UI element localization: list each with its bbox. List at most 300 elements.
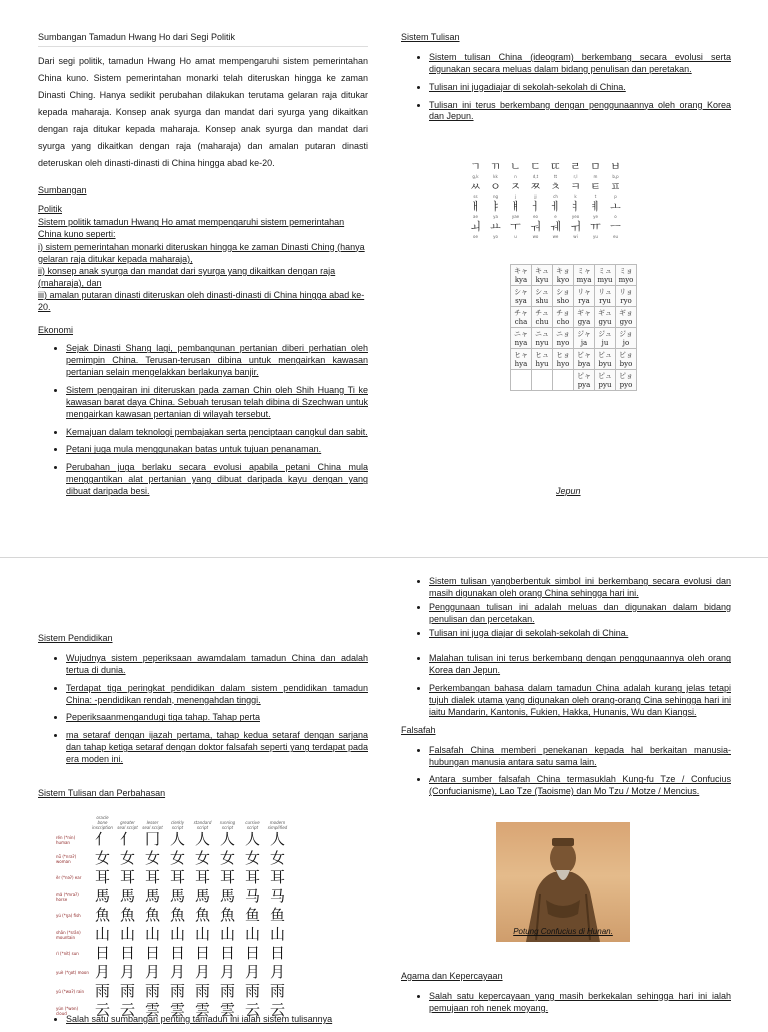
evo-glyph: 月 <box>269 963 285 981</box>
kana-cell <box>616 349 637 370</box>
kana-cell <box>553 265 574 286</box>
list-item: • Sistem pengairan ini diteruskan pada zaman Chin oleh Shih Huang Ti ke kawasan barat daya China. Sebuah terusan telah dibina di Szechwan untuk mengairkan kawasan pertanian di wilayah tersebut. <box>66 385 368 421</box>
evo-glyph: 耳 <box>269 868 285 886</box>
politik-heading: Politik <box>38 204 63 215</box>
hangul-letter: ㅍ <box>610 180 621 193</box>
evo-glyph: 月 <box>94 963 110 981</box>
kana-romaji: pya <box>577 380 591 389</box>
kana-romaji: ryo <box>620 296 632 305</box>
list-item: • Petani juga mula menggunakan batas untuk tujuan penanaman. <box>66 444 368 456</box>
politik-line: i) sistem pemerintahan monarki diteruskan hingga ke zaman Dinasti Ching (hanya gelaran raja ditukar kepada maharaja), <box>38 241 365 264</box>
kana-glyph: ミュ <box>598 266 612 275</box>
evo-script-header: clerkly script <box>170 820 185 830</box>
hangul-romanization: we <box>552 234 559 239</box>
evo-glyph: 魚 <box>219 906 235 924</box>
list-item: • ma setaraf dengan ijazah pertama, tahap kedua setaraf dengan sarjana dan tahap ketiga setaraf dengan doktor falsafah seperti yang terdapat pada era moden ini. <box>66 730 368 766</box>
evo-glyph: 日 <box>269 944 285 962</box>
evo-glyph: 雲 <box>144 1001 160 1019</box>
kana-glyph: ジャ <box>577 329 591 338</box>
photo-caption: Potung Confucius di Hunan. <box>513 927 613 937</box>
kana-glyph: ショ <box>556 287 570 296</box>
list-item: • Penggunaan tulisan ini adalah meluas dan digunakan dalam bidang penulisan dan percetakan. <box>429 602 731 626</box>
evo-glyph: 马 <box>269 887 285 905</box>
kana-cell <box>532 370 553 391</box>
section-title: Sumbangan Tamadun Hwang Ho dari Segi Politik <box>38 32 368 47</box>
hangul-romanization: kk <box>493 174 498 179</box>
evo-glyph: 山 <box>244 925 260 943</box>
hangul-romanization: ae <box>473 214 478 219</box>
kana-glyph: キュ <box>535 266 549 275</box>
evo-glyph: 雲 <box>194 1001 210 1019</box>
ekonomi-list <box>38 343 368 498</box>
kana-romaji: byu <box>598 359 612 368</box>
list-item: • Sejak Dinasti Shang lagi, pembangunan pertanian diberi perhatian oleh pemimpin China. Terusan-terusan dibina untuk mengairkan kawasan pertanian selain mengelakkan berlakunya banjir. <box>66 343 368 379</box>
hangul-romanization: yae <box>511 214 520 219</box>
hangul-romanization: ch <box>553 194 558 199</box>
kana-romaji: gyu <box>598 317 612 326</box>
hangul-romanization: g,k <box>472 174 479 179</box>
evo-glyph: 云 <box>119 1001 135 1019</box>
evo-glyph: 耳 <box>119 868 135 886</box>
hangul-letter: ㄸ <box>550 160 561 173</box>
kana-romaji: nya <box>514 338 528 347</box>
hangul-letter: ㅖ <box>590 200 601 213</box>
list-item: • Tulisan ini terus berkembang dengan penggunaannya oleh orang Korea dan Jepun. <box>429 100 731 124</box>
kana-romaji: hya <box>514 359 528 368</box>
evo-row-label: rì (*nit) sun <box>56 951 79 956</box>
hangul-romanization: e <box>554 214 557 219</box>
hangul-romanization: k <box>574 194 577 199</box>
evo-glyph: 鱼 <box>269 906 285 924</box>
hangul-letter: ㅇ <box>490 180 501 193</box>
evo-glyph: 日 <box>244 944 260 962</box>
evo-glyph: 馬 <box>119 887 135 905</box>
kana-glyph: チュ <box>535 308 549 317</box>
kana-romaji: ryu <box>599 296 611 305</box>
evo-row-label: shān (*srān) mountain <box>56 929 81 940</box>
evo-script-header: running script <box>219 820 236 830</box>
kana-glyph: ヒャ <box>514 350 528 359</box>
kana-romaji: jo <box>622 338 630 347</box>
evo-glyph: 云 <box>244 1001 260 1019</box>
politik-line: ii) konsep anak syurga dan mandat dari syurga yang dikaitkan dengan raja (maharaja), dan <box>38 265 336 288</box>
evo-row <box>56 906 290 925</box>
hangul-romanization: ss <box>473 194 478 199</box>
tulisan-list-b <box>401 653 731 718</box>
kana-glyph: ビュ <box>598 350 612 359</box>
kana-glyph: ミャ <box>577 266 591 275</box>
evo-glyph: 女 <box>94 849 110 867</box>
character-evolution-table <box>56 806 290 1020</box>
evo-glyph: 魚 <box>94 906 110 924</box>
kana-glyph: リュ <box>598 287 612 296</box>
evo-glyph: 女 <box>219 849 235 867</box>
list-item: • Perubahan juga berlaku secara evolusi apabila petani China mula menggantikan alat pertanian yang dibuat daripada kayu dengan yang dibuat daripada besi. <box>66 462 368 498</box>
agama-list <box>401 991 731 1015</box>
kana-cell <box>616 307 637 328</box>
kana-cell <box>574 286 595 307</box>
kana-row <box>511 265 637 286</box>
kana-cell <box>595 370 616 391</box>
evo-glyph: 山 <box>94 925 110 943</box>
hangul-grid <box>466 160 636 240</box>
kana-glyph: リョ <box>619 287 633 296</box>
evo-glyph: 女 <box>169 849 185 867</box>
evo-glyph: 云 <box>94 1001 110 1019</box>
kana-romaji: myu <box>597 275 613 284</box>
hangul-romanization: ya <box>493 214 498 219</box>
evo-glyph: 日 <box>94 944 110 962</box>
evo-glyph: 鱼 <box>244 906 260 924</box>
hangul-letter: ㅛ <box>490 220 501 233</box>
evo-glyph: 山 <box>194 925 210 943</box>
evo-glyph: 雨 <box>244 982 260 1000</box>
kana-romaji: kyo <box>556 275 570 284</box>
evo-glyph: 亻 <box>94 830 110 848</box>
hangul-letter: ㅠ <box>590 220 601 233</box>
kana-glyph: ジョ <box>619 329 633 338</box>
kana-romaji: kya <box>514 275 528 284</box>
page2-left-bottom <box>38 1014 368 1032</box>
hangul-letter: ㄲ <box>490 160 501 173</box>
kana-romaji: rya <box>578 296 590 305</box>
evo-row-label: rén (*nin) human <box>56 834 76 845</box>
kana-cell <box>616 370 637 391</box>
hangul-letter: ㅝ <box>530 220 541 233</box>
hangul-letter: ㅜ <box>510 220 521 233</box>
kana-romaji: sho <box>556 296 570 305</box>
politik-body <box>38 216 368 313</box>
list-item: • Falsafah China memberi penekanan kepada hal berkaitan manusia-hubungan manusia antara satu sama lain. <box>429 745 731 769</box>
hangul-letter: ㄷ <box>530 160 541 173</box>
list-item: • Tulisan ini jugadiajar di sekolah-sekolah di China. <box>429 82 731 94</box>
hangul-romanization: eo <box>533 214 538 219</box>
agama-heading: Agama dan Kepercayaan <box>401 971 503 981</box>
kana-cell <box>574 307 595 328</box>
kana-glyph: ミョ <box>619 266 633 275</box>
hangul-romanization: yeo <box>571 214 580 219</box>
kana-cell <box>574 370 595 391</box>
kana-cell <box>574 349 595 370</box>
evo-glyph: 山 <box>169 925 185 943</box>
kana-glyph: キャ <box>514 266 528 275</box>
evo-glyph: 月 <box>119 963 135 981</box>
evo-script-header: oracle bone inscription <box>92 815 113 830</box>
hangul-letter: ㄴ <box>510 160 521 173</box>
jepun-caption: Jepun <box>556 486 581 496</box>
sistem-tulisan-heading: Sistem Tulisan <box>401 32 460 42</box>
ekonomi-heading: Ekonomi <box>38 325 74 336</box>
evo-row <box>56 868 290 887</box>
hangul-romanization: r,l <box>573 174 578 179</box>
kana-glyph: シャ <box>514 287 528 296</box>
evo-glyph: 人 <box>269 830 285 848</box>
list-item: • Perkembangan bahasa dalam tamadun China adalah kurang jelas tetapi tujuh dialek utama yang digunakan oleh orang-orang Cina sehingga hari ini iaitu Mandarin, Kantonis, Fukien, Hakka, Hunanis, Wu dan Kiangsi. <box>429 683 731 719</box>
hangul-romanization: wi <box>573 234 578 239</box>
kana-romaji: ju <box>601 338 609 347</box>
evo-row <box>56 944 290 963</box>
kana-glyph: ギャ <box>577 308 591 317</box>
evo-glyph: 馬 <box>194 887 210 905</box>
politik-line: iii) amalan putaran dinasti diteruskan oleh dinasti-dinasti di China hingga abad ke-20. <box>38 290 365 313</box>
list-item: • Malahan tulisan ini terus berkembang dengan penggunaannya oleh orang Korea dan Jepun. <box>429 653 731 677</box>
evo-glyph: 耳 <box>169 868 185 886</box>
kana-cell <box>553 286 574 307</box>
kana-glyph: ピョ <box>619 371 633 380</box>
hangul-letter: ㅂ <box>610 160 621 173</box>
list-item: • Tulisan ini juga diajar di sekolah-sekolah di China. <box>429 628 731 640</box>
kana-romaji: ja <box>580 338 588 347</box>
kana-romaji: byo <box>619 359 633 368</box>
evo-row-label: yuè (*ŋot) moon <box>56 970 89 975</box>
kana-romaji: pyu <box>598 380 612 389</box>
hangul-letter: ㅓ <box>530 200 541 213</box>
evo-glyph: 耳 <box>94 868 110 886</box>
list-item: • Sistem tulisan China (ideogram) berkembang secara evolusi serta digunakan secara meluas dalam bidang penulisan dan peretakan. <box>429 52 731 76</box>
hangul-letter: ㅐ <box>470 200 481 213</box>
kana-glyph: チャ <box>514 308 528 317</box>
evo-row-label: ěr (*nəʔ) ear <box>56 875 82 880</box>
evo-glyph: 耳 <box>144 868 160 886</box>
confucius-statue-image <box>496 822 630 942</box>
list-item: • Wujudnya sistem peperiksaan awamdalam tamadun China dan adalah tertua di dunia. <box>66 653 368 677</box>
evo-glyph: 山 <box>269 925 285 943</box>
kana-cell <box>511 370 532 391</box>
kana-glyph: ギョ <box>619 308 633 317</box>
kana-cell <box>616 265 637 286</box>
kana-romaji: nyo <box>556 338 570 347</box>
kana-row <box>511 328 637 349</box>
evo-glyph: 山 <box>119 925 135 943</box>
hangul-letter: ㅆ <box>470 180 481 193</box>
kana-cell <box>553 349 574 370</box>
list-item: • Salah satu sumbangan penting tamadun ini ialah sistem tulisannya <box>66 1014 368 1026</box>
evo-glyph: 馬 <box>94 887 110 905</box>
kana-glyph: ビャ <box>577 350 591 359</box>
page1-right-column <box>401 32 731 129</box>
list-item: • Salah satu kepercayaan yang masih berkekalan sehingga hari ini ialah pemujaan roh nenek moyang. <box>429 991 731 1015</box>
evo-glyph: 魚 <box>169 906 185 924</box>
evo-row <box>56 849 290 868</box>
hangul-letter: ㅡ <box>610 220 621 233</box>
kana-romaji: gyo <box>619 317 633 326</box>
hangul-romanization: o <box>614 214 617 219</box>
page2-right-column <box>401 576 731 804</box>
kana-row <box>511 286 637 307</box>
evo-glyph: 雨 <box>269 982 285 1000</box>
evo-row-label: yú (*ŋa) fish <box>56 913 81 918</box>
kana-cell <box>595 328 616 349</box>
evo-script-header: cursive script <box>245 820 260 830</box>
kana-glyph: ギュ <box>598 308 612 317</box>
hangul-letter: ㅈ <box>510 180 521 193</box>
evo-glyph: 云 <box>269 1001 285 1019</box>
list-item: • Sistem tulisan yangberbentuk simbol ini berkembang secara evolusi dan masih digunakan oleh orang China sehingga hari ini. <box>429 576 731 600</box>
evo-glyph: 魚 <box>119 906 135 924</box>
kana-glyph: ヒュ <box>535 350 549 359</box>
sumbangan-heading: Sumbangan <box>38 184 87 195</box>
list-item: • Antara sumber falsafah China termasuklah Kung-fu Tze / Confucius (Confucianisme), Lao Tze (Taoisme) dan Mo Tzu / Motze / Mencius. <box>429 774 731 798</box>
confucius-statue-photo <box>496 822 630 942</box>
kana-glyph: ジュ <box>598 329 612 338</box>
hangul-romanization: eu <box>613 234 618 239</box>
evo-glyph: 亻 <box>119 830 135 848</box>
hangul-romanization: yo <box>493 234 498 239</box>
kana-cell <box>532 265 553 286</box>
hangul-letter: ㅉ <box>530 180 541 193</box>
character-evolution-chart <box>56 806 290 1020</box>
hangul-romanization: j <box>514 194 517 199</box>
kana-cell <box>595 307 616 328</box>
kana-cell <box>511 328 532 349</box>
evo-glyph: 耳 <box>194 868 210 886</box>
evo-glyph: 山 <box>219 925 235 943</box>
hangul-romanization: ng <box>492 194 499 199</box>
evo-glyph: 女 <box>144 849 160 867</box>
kana-glyph: ニョ <box>556 329 570 338</box>
evo-glyph: 雨 <box>119 982 135 1000</box>
kana-cell <box>574 265 595 286</box>
kana-romaji: cho <box>556 317 570 326</box>
evo-glyph: 人 <box>169 830 185 848</box>
evo-glyph: 雨 <box>144 982 160 1000</box>
kana-glyph: リャ <box>577 287 591 296</box>
falsafah-heading: Falsafah <box>401 724 436 735</box>
falsafah-list <box>401 745 731 799</box>
hangul-letter: ㅔ <box>550 200 561 213</box>
bottom-list <box>38 1014 368 1026</box>
pendidikan-list <box>38 653 368 766</box>
evo-glyph: 山 <box>144 925 160 943</box>
kana-glyph: ニュ <box>535 329 549 338</box>
kana-cell <box>595 286 616 307</box>
politik-line: Sistem politik tamadun Hwang Ho amat mempengaruhi sistem pemerintahan China kuno seperti: <box>38 217 345 240</box>
evo-glyph: 雨 <box>169 982 185 1000</box>
kana-romaji: gya <box>577 317 591 326</box>
evo-script-header: lesser seal script <box>142 820 163 830</box>
evo-glyph: 日 <box>194 944 210 962</box>
kana-glyph: ピャ <box>577 371 591 380</box>
evo-row <box>56 887 290 906</box>
list-item: • Peperiksaanmengandugi tiga tahap. Tahap perta <box>66 712 368 724</box>
kana-cell <box>532 307 553 328</box>
sistem-tulisan-list <box>401 52 731 123</box>
intro-paragraph: Dari segi politik, tamadun Hwang Ho amat mempengaruhi sistem pemerintahan China kuno. Sistem pemerintahan monarki telah diteruskan hingga ke zaman Dinasti Ching. Hanya sedikit perubahan dilakukan terutama gelaran raja ditukar kepada maharaja. Konsep anak syurga dan mandat dari syurga yang dikaitkan dengan raja ditukar kepada maharaja. Konsep anak syurga dan mandat dari syurga yang dikaitkan dengan raja (maharaja) dan amalan putaran dinasti deteruskan oleh dinasti-dinasti di China hingga abad ke-20. <box>38 55 368 169</box>
kana-cell <box>511 265 532 286</box>
hangul-romanization: yu <box>593 234 598 239</box>
kana-glyph: ヒョ <box>556 350 570 359</box>
hangul-letter: ㄱ <box>470 160 481 173</box>
evo-row <box>56 963 290 982</box>
hangul-letter: ㅗ <box>610 200 621 213</box>
kana-cell <box>553 307 574 328</box>
evo-glyph: 人 <box>219 830 235 848</box>
kana-romaji: hyo <box>556 359 570 368</box>
evo-script-header: greater seal script <box>117 820 138 830</box>
evo-glyph: 女 <box>269 849 285 867</box>
kana-cell <box>595 349 616 370</box>
evo-glyph: 日 <box>144 944 160 962</box>
evo-glyph: 日 <box>169 944 185 962</box>
evo-glyph: 雨 <box>194 982 210 1000</box>
evo-script-header: modern simplified <box>267 820 288 830</box>
evo-glyph: 耳 <box>219 868 235 886</box>
evo-glyph: 女 <box>119 849 135 867</box>
evo-header-blank <box>56 806 90 830</box>
kana-cell <box>595 265 616 286</box>
kana-glyph: ニャ <box>514 329 528 338</box>
evo-glyph: 月 <box>144 963 160 981</box>
kana-glyph: キョ <box>556 266 570 275</box>
hangul-letter: ㅚ <box>470 220 481 233</box>
evo-glyph: 馬 <box>169 887 185 905</box>
hangul-romanization: d,t <box>532 174 539 179</box>
evo-glyph: 人 <box>244 830 260 848</box>
evo-glyph: 冂 <box>144 830 160 848</box>
list-item: • Kemajuan dalam teknologi pembajakan serta penciptaan cangkul dan sabit. <box>66 427 368 439</box>
kana-row <box>511 307 637 328</box>
evo-row-label: yǔ (*waʔ) rain <box>56 989 85 994</box>
katakana-table-wrapper <box>510 264 637 391</box>
hangul-romanization: oe <box>473 234 478 239</box>
page2-left-column <box>38 633 368 800</box>
tulisan-list-a <box>401 576 731 639</box>
hangul-romanization: t <box>594 194 597 199</box>
evo-glyph: 馬 <box>144 887 160 905</box>
hangul-letter: ㅌ <box>590 180 601 193</box>
kana-cell <box>532 328 553 349</box>
evo-row <box>56 830 290 849</box>
kana-cell <box>532 349 553 370</box>
evo-glyph: 魚 <box>194 906 210 924</box>
evo-glyph: 人 <box>194 830 210 848</box>
evo-glyph: 月 <box>169 963 185 981</box>
evo-glyph: 耳 <box>244 868 260 886</box>
kana-romaji: myo <box>618 275 634 284</box>
hangul-letter: ㅑ <box>490 200 501 213</box>
kana-romaji: hyu <box>535 359 549 368</box>
page-divider <box>0 557 768 558</box>
page2-right-bottom <box>401 971 731 1021</box>
evo-script-header: standard script <box>193 820 212 830</box>
hangul-chart <box>466 160 636 240</box>
hangul-letter: ㅕ <box>570 200 581 213</box>
hangul-romanization: m <box>593 174 598 179</box>
kana-cell <box>511 349 532 370</box>
kana-cell <box>511 307 532 328</box>
hangul-letter: ㅋ <box>570 180 581 193</box>
kana-romaji: bya <box>577 359 591 368</box>
kana-glyph: ビョ <box>619 350 633 359</box>
list-item: • Terdapat tiga peringkat pendidikan dalam sistem pendidikan tamadun China: -pendidikan rendah, menengahdan tinggi. <box>66 683 368 707</box>
evo-glyph: 雲 <box>219 1001 235 1019</box>
evo-glyph: 女 <box>244 849 260 867</box>
kana-romaji: cha <box>514 317 528 326</box>
kana-glyph: ピュ <box>598 371 612 380</box>
evo-glyph: 马 <box>244 887 260 905</box>
kana-cell <box>616 286 637 307</box>
kana-cell <box>553 328 574 349</box>
kana-romaji: pyo <box>619 380 633 389</box>
evo-glyph: 月 <box>244 963 260 981</box>
evo-row <box>56 925 290 944</box>
kana-romaji: sya <box>515 296 527 305</box>
kana-romaji: nyu <box>535 338 549 347</box>
kana-romaji: shu <box>535 296 549 305</box>
evo-glyph: 雲 <box>169 1001 185 1019</box>
pendidikan-heading: Sistem Pendidikan <box>38 633 113 643</box>
hangul-romanization: p <box>614 194 617 199</box>
